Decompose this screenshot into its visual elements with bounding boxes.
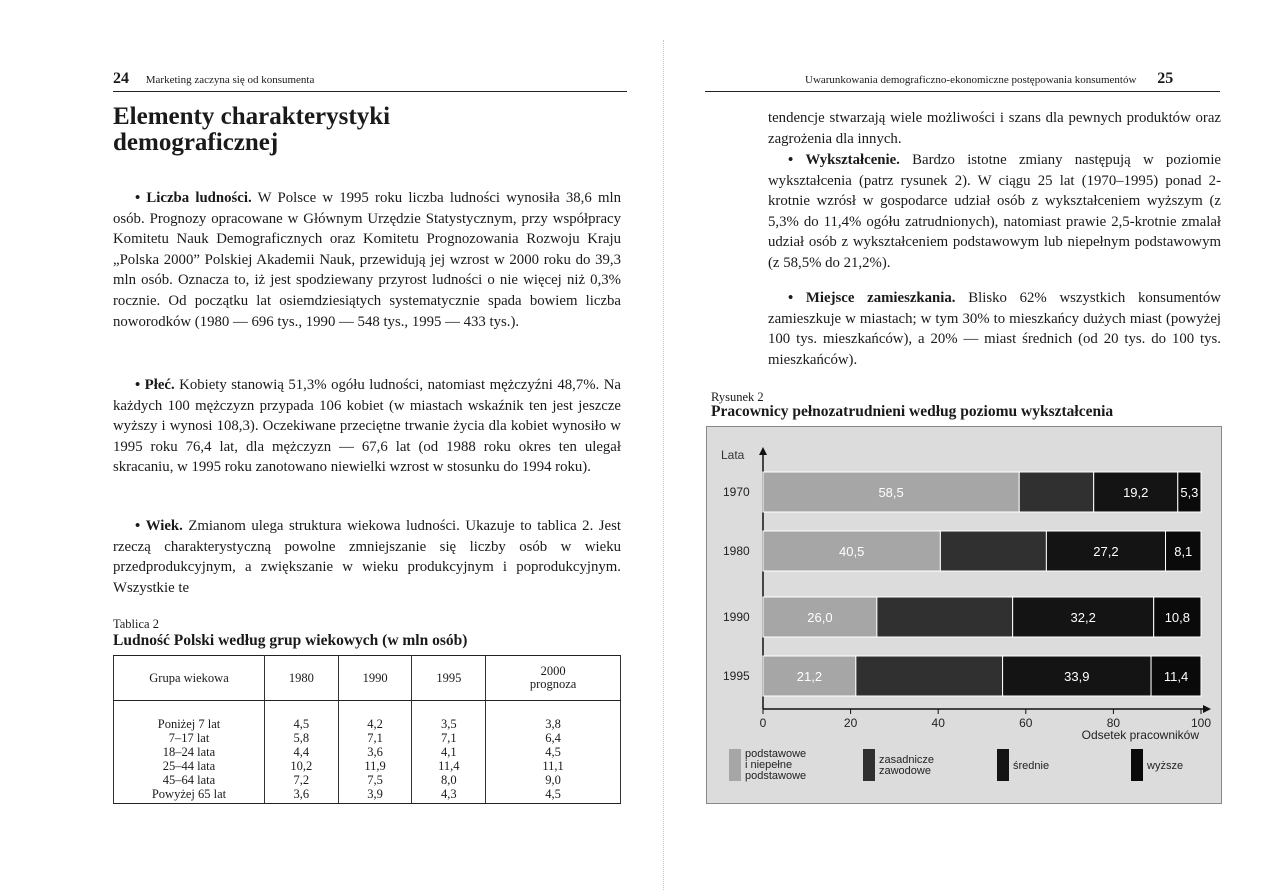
bar-value-label: 27,2 [1093,544,1119,559]
bar-segment [856,656,1003,696]
bar-value-label: 10,8 [1164,610,1191,625]
bar-value-label: 19,2 [1123,485,1149,500]
bar-value-label: 40,5 [839,544,865,559]
paragraph-text: Bardzo istotne zmiany następują w poziomie wykształcenia (patrz rysunek 2). W ciągu 25 lat (1970–1995) ponad 2-krotnie wzrósł w gospodarce udział osób z wykształceniem wyższym (z 5,3% do 11,4% ogółu zatrudnionych), natomiast prawie 2,5-krotnie zmalał udział osób z wykształceniem podstawowym lub niepełnym podstawowym (z 58,5% do 21,2%). [768,152,1221,271]
table-header-row [114,656,621,701]
legend-swatch [863,749,875,781]
table-row-label: 25–44 lata [114,759,265,773]
y-tick-label: 1995 [723,669,750,683]
left-head-rule [113,91,627,92]
table-cell: 3,5 [412,701,486,732]
table-cell: 4,1 [412,745,486,759]
table-cell: 4,5 [265,701,339,732]
table-label: Tablica 2 [113,617,159,631]
bar-value-label: 26,0 [807,610,833,625]
x-tick-label: 60 [1019,716,1033,730]
table-row [114,759,621,773]
table-cell: 8,0 [412,773,486,787]
legend-label: podstawowe [745,748,807,760]
paragraph-lead: Liczba ludności. [146,190,252,206]
bar-value-label: 58,5 [878,485,904,500]
paragraph-lead: Płeć. [144,377,175,393]
table-cell: 4,5 [486,745,621,759]
paragraph-text: Zmianom ulega struktura wiekowa ludności. Ukazuje to tablica 2. Jest rzeczą charakterystyczną powolne zmniejszanie się liczby osób w wieku przedprodukcyjnym, a zwiększanie w wieku produkcyjnym i poprodukcyjnym. Wszystkie te [113,518,621,596]
legend-label: podstawowe [745,770,807,782]
paragraph-lead: Miejsce zamieszkania. [805,290,956,306]
figure-label: Rysunek 2 [711,390,764,404]
table-header-cell: 1980 [265,656,339,701]
table-cell: 5,8 [265,731,339,745]
table-cell: 7,5 [338,773,412,787]
table-title: Ludność Polski według grup wiekowych (w mln osób) [113,632,468,649]
x-axis-label: Odsetek pracowników [1081,728,1199,742]
paragraph-lead: Wiek. [145,518,183,534]
legend-swatch [729,749,741,781]
paragraph-wiek: • Wiek. Zmianom ulega struktura wiekowa ludności. Ukazuje to tablica 2. Jest rzeczą charakterystyczną powolne zmniejszanie się liczby osób w wieku przedprodukcyjnym, a zwiększanie w wieku produkcyjnym i poprodukcyjnym. Wszystkie te [113,518,621,596]
table-cell: 3,6 [338,745,412,759]
paragraph-liczba-ludnosci: • Liczba ludności. W Polsce w 1995 roku liczba ludności wynosiła 38,6 mln osób. Prognozy opracowane w Głównym Urzędzie Statystycznym, przy współpracy Komitetu Nauk Demograficznych oraz Komitetu Prognozowania Rozwoju Kraju „Polska 2000” Polskiej Akademii Nauk, przewidują jej wzrost w 2000 roku do 39,3 mln osób. Oznacza to, iż jest spodziewany przyrost ludności o nie więcej niż 0,3% rocznie. Od początku lat osiemdziesiątych systematycznie spada bowiem liczba noworodków (1980 — 696 tys., 1990 — 548 tys., 1995 — 433 tys.). [113,190,621,330]
figure-title: Pracownicy pełnozatrudnieni według poziomu wykształcenia [711,403,1114,420]
table-cell: 9,0 [486,773,621,787]
x-tick-label: 0 [759,716,767,730]
right-running-head-text: Uwarunkowania demograficzno-ekonomiczne postępowania konsumentów [805,74,1137,86]
bar-value-label: 33,9 [1064,669,1090,684]
table-row [114,787,621,804]
table-row [114,731,621,745]
right-head-rule [705,91,1220,92]
paragraph-text: Kobiety stanowią 51,3% ogółu ludności, natomiast mężczyźni 48,7%. Na każdych 100 mężczyzn przypada 106 kobiet (w miastach wskaźnik ten jest jeszcze wyższy i wynosi 108,3). Oczekiwane przeciętne trwanie życia dla kobiet wynosiło w 1995 roku 76,4 lat, dla mężczyzn — 67,6 lat (od 1988 roku okres ten ulegał skracaniu, w 1995 roku zanotowano niewielki wzrost w stosunku do 1994 roku). [113,377,621,476]
table-header-text: 2000 [540,664,566,678]
table-cell: 3,6 [265,787,339,804]
table-header-cell: 1990 [338,656,412,701]
x-tick-label: 40 [931,716,945,730]
table-header-text: prognoza [529,677,577,691]
table-row-label: Poniżej 7 lat [114,701,265,732]
table-cell: 11,1 [486,759,621,773]
legend-label: zasadnicze [879,754,935,766]
paragraph-continuation: tendencje stwarzają wiele możliwości i szans dla pewnych produktów oraz zagrożenia dla innych. [768,110,1221,147]
table-cell: 10,2 [265,759,339,773]
table-cell: 3,8 [486,701,621,732]
table-row-label: Powyżej 65 lat [114,787,265,804]
right-page-number: 25 [1157,70,1174,87]
legend-swatch [1131,749,1143,781]
paragraph-lead: Wykształcenie. [805,152,900,168]
paragraph-text: Blisko 62% wszystkich konsumentów zamieszkuje w miastach; w tym 30% to mieszkańcy dużych miast (powyżej 100 tys. mieszkańców), a 20% — miast średnich (od 20 tys. do 100 tys. mieszkańców). [768,290,1221,368]
table-cell: 4,5 [486,787,621,804]
bar-value-label: 11,4 [1163,669,1189,684]
table-row-label: 7–17 lat [114,731,265,745]
bar-segment [940,531,1046,571]
table-cell: 4,4 [265,745,339,759]
bar-value-label: 21,2 [796,669,823,684]
paragraph-wyksztalcenie: • Wykształcenie. Bardzo istotne zmiany następują w poziomie wykształcenia (patrz rysunek 2). W ciągu 25 lat (1970–1995) ponad 2-krotnie wzrósł w gospodarce udział osób z wykształceniem wyższym (z 5,3% do 11,4% ogółu zatrudnionych), natomiast prawie 2,5-krotnie zmalał udział osób z wykształceniem podstawowym lub niepełnym podstawowym (z 58,5% do 21,2%). [768,152,1221,271]
legend-label: zawodowe [879,765,931,777]
y-tick-label: 1980 [723,544,750,558]
legend-swatch [997,749,1009,781]
table-cell: 7,2 [265,773,339,787]
table-cell: 6,4 [486,731,621,745]
left-running-head [113,70,314,88]
table-row [114,773,621,787]
y-tick-label: 1970 [723,485,750,499]
bar-segment [1019,472,1093,512]
left-running-head-text: Marketing zaczyna się od konsumenta [145,74,315,86]
table-cell: 4,2 [338,701,412,732]
bar-value-label: 5,3 [1180,485,1199,500]
education-chart [706,426,1222,804]
paragraph-text: W Polsce w 1995 roku liczba ludności wynosiła 38,6 mln osób. Prognozy opracowane w Głównym Urzędzie Statystycznym, przy współpracy Komitetu Nauk Demograficznych oraz Komitetu Prognozowania Rozwoju Kraju „Polska 2000” Polskiej Akademii Nauk, przewidują jej wzrost w 2000 roku do 39,3 mln osób. Oznacza to, iż jest spodziewany przyrost ludności o nie więcej niż 0,3% rocznie. Od początku lat osiemdziesiątych systematycznie spada bowiem liczba noworodków (1980 — 696 tys., 1990 — 548 tys., 1995 — 433 tys.). [113,190,621,330]
x-tick-label: 80 [1106,716,1121,730]
bar-segment [877,597,1013,637]
paragraph-miejsce-zamieszkania: • Miejsce zamieszkania. Blisko 62% wszystkich konsumentów zamieszkuje w miastach; w tym 30% to mieszkańcy dużych miast (powyżej 100 tys. mieszkańców), a 20% — miast średnich (od 20 tys. do 100 tys. mieszkańców). [768,290,1221,368]
bar-value-label: 8,1 [1174,544,1193,559]
y-axis-arrow [759,447,767,455]
table-cell: 4,3 [412,787,486,804]
section-title: Elementy charakterystyki demograficznej [113,103,391,156]
y-axis-label: Lata [721,448,745,462]
table-row-label: 45–64 lata [114,773,265,787]
x-tick-label: 20 [843,716,858,730]
table-cell: 3,9 [338,787,412,804]
table-row [114,745,621,759]
x-tick-label: 100 [1190,716,1212,730]
paragraph-plec: • Płeć. Kobiety stanowią 51,3% ogółu ludności, natomiast mężczyźni 48,7%. Na każdych 100 mężczyzn przypada 106 kobiet (w miastach wskaźnik ten jest jeszcze wyższy i wynosi 108,3). Oczekiwane przeciętne trwanie życia dla kobiet wynosiło w 1995 roku 76,4 lat, dla mężczyzn — 67,6 lat (od 1988 roku okres ten ulegał skracaniu, w 1995 roku zanotowano niewielki wzrost w stosunku do 1994 roku). [113,377,621,476]
table-header-cell: Grupa wiekowa [114,656,265,701]
legend-label: wyższe [1147,760,1184,772]
page-gutter [663,40,664,890]
left-page-number: 24 [113,70,129,87]
table-cell: 11,4 [412,759,486,773]
table-cell: 11,9 [338,759,412,773]
table-header-cell: 1995 [412,656,486,701]
table-row [114,701,621,732]
chart-svg [707,427,1221,803]
right-running-head [805,70,1173,88]
age-group-table [113,655,621,804]
bar-value-label: 32,2 [1070,610,1096,625]
legend-label: i niepełne [745,759,793,771]
legend-label: średnie [1013,760,1050,772]
x-axis-arrow [1203,705,1211,713]
y-tick-label: 1990 [723,610,750,624]
table-row-label: 18–24 lata [114,745,265,759]
table-cell: 7,1 [338,731,412,745]
table-header-cell [486,656,621,701]
table-cell: 7,1 [412,731,486,745]
